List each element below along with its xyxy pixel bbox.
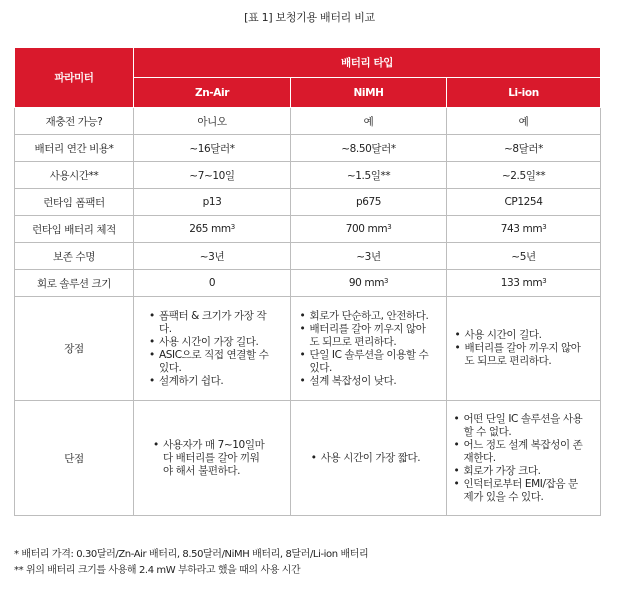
row-label: 회로 솔루션 크기 [15,270,134,297]
cell-value [291,270,447,297]
value-text: 265 mm [189,223,231,235]
row-label: 보존 수명 [15,243,134,270]
bullet-item: • 단일 IC 솔루션을 이용할 수 있다. [300,349,432,375]
row-label-cons: 단점 [15,401,134,516]
bullet-list [149,310,275,388]
table-row [15,108,601,135]
footnotes [14,547,368,579]
pros-cell [291,297,447,401]
bullet-item: • ASIC으로 직접 연결할 수 있다. [149,349,269,375]
cell-value: 예 [291,108,447,135]
cell-value [447,216,601,243]
row-label-pros: 장점 [15,297,134,401]
cell-value: ~5년 [447,243,601,270]
footnote: ** 위의 배터리 크기를 사용해 2.4 mW 부하라고 했을 때의 사용 시간 [14,565,301,576]
value-text: 700 mm [345,223,388,235]
cell-value: p675 [291,189,447,216]
cell-value: ~3년 [291,243,447,270]
bullet-list [153,439,271,478]
bullet-list [300,310,438,388]
superscript: 3 [542,223,547,231]
row-label: 재충전 가능? [15,108,134,135]
superscript: 3 [387,223,392,231]
table-row [15,162,601,189]
pros-cell [447,297,601,401]
cell-value: p13 [134,189,291,216]
table-row [15,189,601,216]
battery-comparison-table [14,47,601,516]
table-row [15,243,601,270]
footnote: * 배터리 가격: 0.30달러/Zn-Air 배터리, 8.50달러/NiMH 배터리, 8달러/Li-ion 배터리 [14,549,369,560]
bullet-item: • 배터리를 갈아 끼우지 않아도 되므로 편리하다. [300,323,432,349]
cell-value: 아니오 [134,108,291,135]
bullet-item: • 어느 정도 설계 복잡성이 존재한다. [454,439,588,465]
cell-value: ~2.5일** [447,162,601,189]
row-label: 사용시간** [15,162,134,189]
cons-cell [291,401,447,516]
bullet-item: • 사용자가 매 7~10일마다 배터리를 갈아 끼워야 해서 불편하다. [153,439,265,478]
pros-cell [134,297,291,401]
table-row-cons [15,401,601,516]
cons-cell [447,401,601,516]
bullet-item: • 배터리를 갈아 끼우지 않아도 되므로 편리하다. [455,342,587,368]
bullet-item: • 사용 시간이 길다. [455,329,587,342]
header-battery-type: 배터리 타입 [134,48,601,78]
table-caption: [표 1] 보청기용 배터리 비교 [244,11,375,24]
bullet-item: • 회로가 단순하고, 안전하다. [300,310,432,323]
table-row-pros [15,297,601,401]
bullet-item: • 어떤 단일 IC 솔루션을 사용할 수 없다. [454,413,588,439]
value-text: 90 mm [348,277,385,289]
cell-value: ~3년 [134,243,291,270]
cell-value: 0 [134,270,291,297]
table-row [15,135,601,162]
superscript: 3 [542,277,547,285]
header-nimh: NiMH [291,78,447,108]
cell-value: 예 [447,108,601,135]
value-text: 743 mm [500,223,543,235]
cell-value: CP1254 [447,189,601,216]
bullet-list [455,329,593,368]
bullet-item: • 설계하기 쉽다. [149,375,269,388]
row-label: 런타임 폼팩터 [15,189,134,216]
header-zn-air: Zn-Air [134,78,291,108]
cons-cell [134,401,291,516]
bullet-item: • 사용 시간이 가장 길다. [149,336,269,349]
cell-value: ~8.50달러* [291,135,447,162]
bullet-item: • 회로가 가장 크다. [454,465,588,478]
cell-value: ~1.5일** [291,162,447,189]
cell-value: ~16달러* [134,135,291,162]
table-row [15,216,601,243]
value-text: 133 mm [500,277,543,289]
header-parameter: 파라미터 [15,48,134,108]
cell-value: ~7~10일 [134,162,291,189]
bullet-item: • 폼팩터 & 크기가 가장 작다. [149,310,269,336]
superscript: 3 [384,277,389,285]
bullet-list [454,413,594,504]
bullet-item: • 사용 시간이 가장 짧다. [311,452,420,465]
cell-value [291,216,447,243]
cell-value [134,216,291,243]
cell-value: ~8달러* [447,135,601,162]
bullet-item: • 설계 복잡성이 낮다. [300,375,432,388]
bullet-item: • 인덕터로부터 EMI/잡음 문제가 있을 수 있다. [454,478,588,504]
header-li-ion: Li-ion [447,78,601,108]
table-row [15,270,601,297]
row-label: 런타임 배터리 체적 [15,216,134,243]
row-label: 배터리 연간 비용* [15,135,134,162]
bullet-list [311,452,426,465]
superscript: 3 [230,223,235,231]
cell-value [447,270,601,297]
